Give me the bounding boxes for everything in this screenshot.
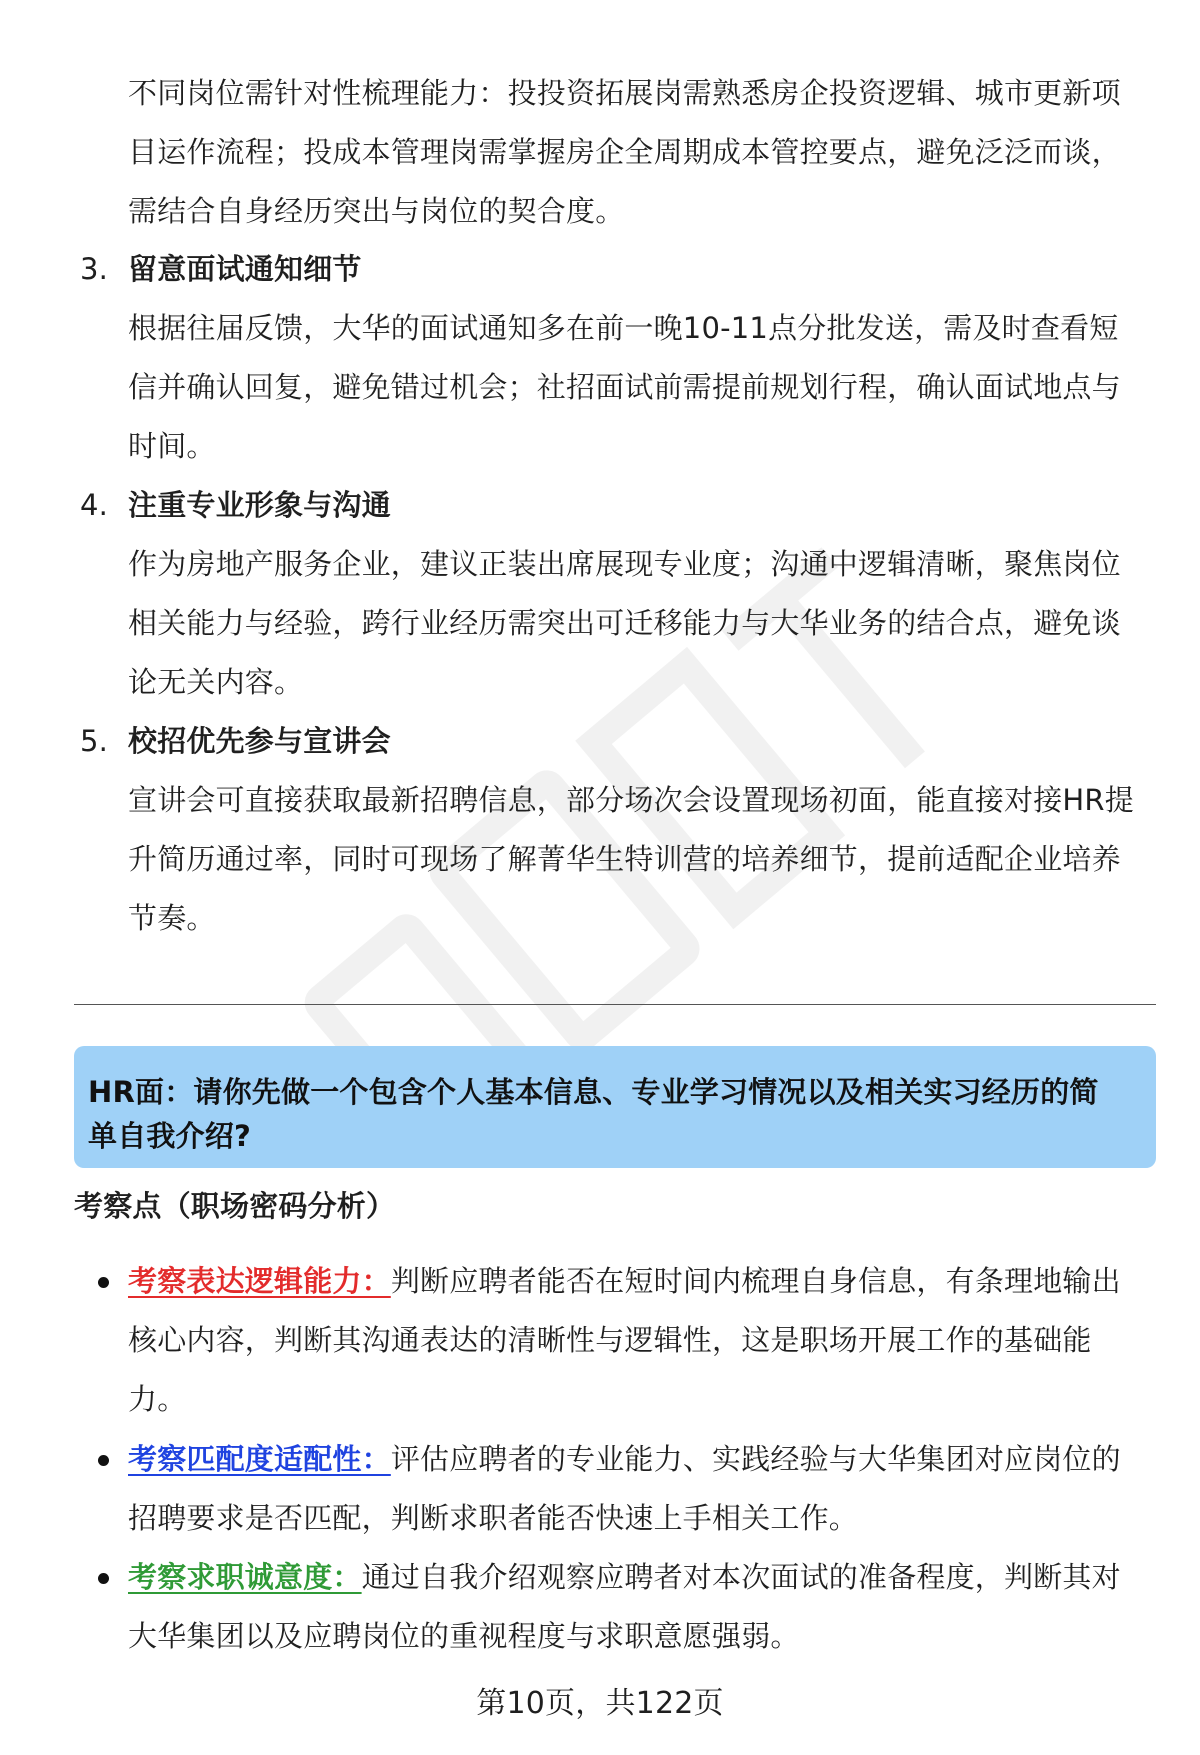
tip-item <box>80 476 1140 712</box>
section-title: 考察点（职场密码分析） <box>74 1189 396 1223</box>
tip-item <box>80 712 1140 948</box>
point-keyword: 考察表达逻辑能力： <box>128 1264 391 1298</box>
point-text: 通过自我介绍观察应聘者对本次面试的准备程度，判断其对大华集团以及应聘岗位的重视程度与求职意愿强弱。 <box>128 1560 1121 1653</box>
tip-number: 3. <box>80 252 109 286</box>
point-item <box>128 1548 1140 1666</box>
point-text: 判断应聘者能否在短时间内梳理自身信息，有条理地输出核心内容，判断其沟通表达的清晰性与逻辑性，这是职场开展工作的基础能力。 <box>128 1264 1121 1416</box>
tip-body: 宣讲会可直接获取最新招聘信息，部分场次会设置现场初面，能直接对接HR提升简历通过率，同时可现场了解菁华生特训营的培养细节，提前适配企业培养节奏。 <box>128 783 1134 935</box>
question-box <box>74 1046 1156 1168</box>
section-divider <box>74 1004 1156 1005</box>
point-item <box>128 1252 1140 1429</box>
tip-item <box>80 240 1140 476</box>
intro-text: 不同岗位需针对性梳理能力：投投资拓展岗需熟悉房企投资逻辑、城市更新项目运作流程；投成本管理岗需掌握房企全周期成本管控要点，避免泛泛而谈，需结合自身经历突出与岗位的契合度。 <box>128 76 1121 228</box>
tip-title: 注重专业形象与沟通 <box>128 488 391 522</box>
tip-number: 4. <box>80 488 109 522</box>
bullet-icon <box>98 1277 109 1288</box>
question-text: HR面：请你先做一个包含个人基本信息、专业学习情况以及相关实习经历的简单自我介绍? <box>88 1075 1099 1153</box>
tip-title: 留意面试通知细节 <box>128 252 362 286</box>
tip-number: 5. <box>80 724 109 758</box>
tip-body: 作为房地产服务企业，建议正装出席展现专业度；沟通中逻辑清晰，聚焦岗位相关能力与经验，跨行业经历需突出可迁移能力与大华业务的结合点，避免谈论无关内容。 <box>128 547 1121 699</box>
tip-body: 根据往届反馈，大华的面试通知多在前一晚10-11点分批发送，需及时查看短信并确认回复，避免错过机会；社招面试前需提前规划行程，确认面试地点与时间。 <box>128 311 1121 463</box>
bullet-icon <box>98 1573 109 1584</box>
intro-paragraph <box>128 64 1140 241</box>
point-keyword: 考察求职诚意度： <box>128 1560 362 1594</box>
point-text: 评估应聘者的专业能力、实践经验与大华集团对应岗位的招聘要求是否匹配，判断求职者能否快速上手相关工作。 <box>128 1442 1121 1535</box>
bullet-icon <box>98 1455 109 1466</box>
page-number: 第10页，共122页 <box>476 1686 724 1721</box>
point-item <box>128 1430 1140 1548</box>
point-keyword: 考察匹配度适配性： <box>128 1442 391 1476</box>
tip-title: 校招优先参与宣讲会 <box>128 724 391 758</box>
